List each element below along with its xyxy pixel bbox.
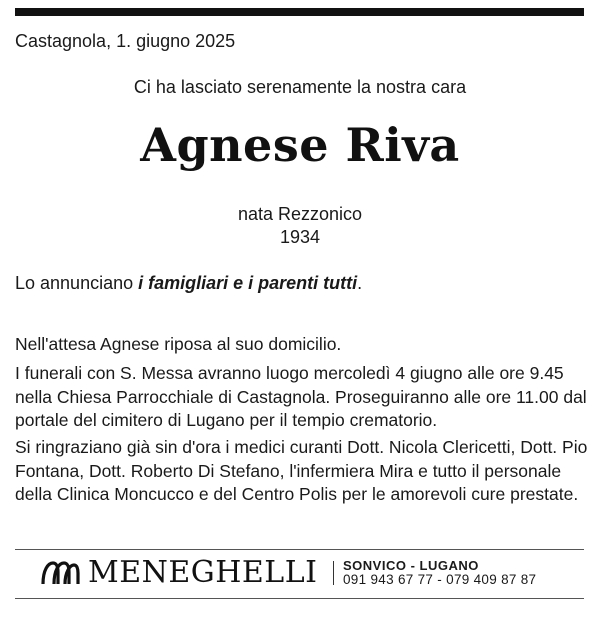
- brand-phones: 091 943 67 77 - 079 409 87 87: [343, 572, 537, 587]
- place-date: Castagnola, 1. giugno 2025: [15, 31, 236, 51]
- announcement: [15, 273, 362, 294]
- top-rule: [15, 8, 584, 16]
- deceased-name: Agnese Riva: [140, 118, 460, 172]
- announcement-prefix: Lo annunciano: [15, 273, 139, 293]
- m-monogram-icon: [40, 560, 80, 586]
- intro-text: Ci ha lasciato serenamente la nostra cara: [133, 77, 467, 97]
- footer-bottom-rule: [15, 598, 584, 599]
- birth-info: [0, 203, 600, 249]
- paragraph-thanks: Si ringraziano già sin d'ora i medici curanti Dott. Nicola Clericetti, Dott. Pio Fontana, Dott. Roberto Di Stefano, l'infermiera Mira e tutto il personale della Clinica Moncucco e del Centro Polis per le amorevoli cure prestate.: [15, 437, 588, 504]
- brand-name: MENEGHELLI: [88, 555, 318, 590]
- paragraph-funeral: I funerali con S. Messa avranno luogo mercoledì 4 giugno alle ore 9.45 nella Chiesa Parrocchiale di Castagnola. Proseguiranno alle ore 11.00 dal portale del cimitero di Lugano per il tempio crematorio.: [15, 363, 587, 430]
- announcement-suffix: .: [357, 273, 363, 293]
- birth-name: nata Rezzonico: [237, 204, 363, 224]
- footer-top-rule: [15, 549, 584, 550]
- paragraph-domicile: Nell'attesa Agnese riposa al suo domicilio.: [15, 334, 342, 354]
- announcement-emphasis: i famigliari e i parenti tutti: [138, 273, 358, 293]
- footer-divider: [333, 561, 334, 585]
- birth-year: 1934: [279, 227, 321, 247]
- brand-locations: SONVICO - LUGANO: [343, 558, 479, 573]
